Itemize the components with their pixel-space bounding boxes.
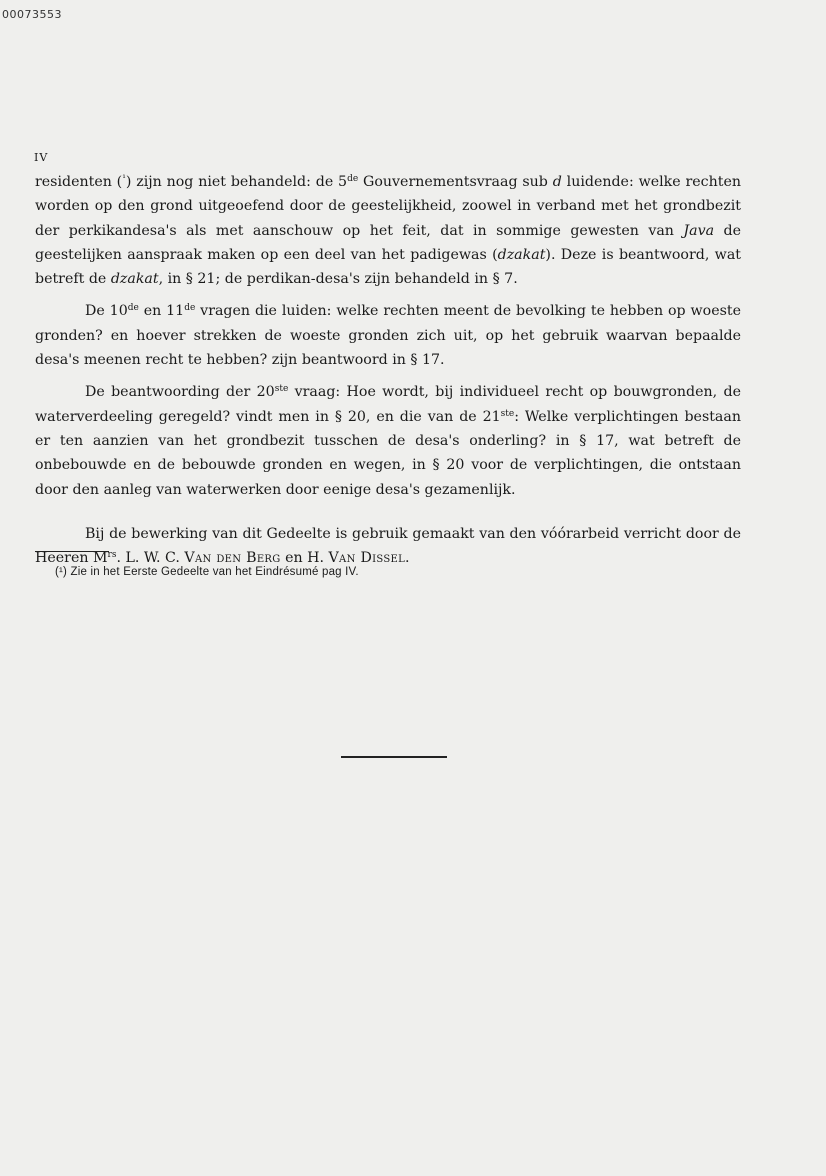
footnote-text: Zie in het Eerste Gedeelte van het Eindrésumé pag IV. [70,566,359,578]
footnote-marker: (¹) [55,566,68,578]
scan-identifier: 00073553 [2,8,62,21]
footnote-divider [35,551,109,552]
paragraph-2: De 10de en 11de vragen die luiden: welke rechten meent de bevolking te hebben op woeste gronden? en hoever strekken de woeste gronden zich uit, op het gebruik waarvan bepaalde desa's meenen recht te hebben? zijn beantwoord in § 17. [35,303,741,369]
footnote [55,566,359,578]
paragraph-1: residenten ($^{^1}$) zijn nog niet behandeld: de 5de Gouvernementsvraag sub d luidende: welke rechten worden op den grond uitgeoefend door de geestelijkheid, zoowel in verband met het grondbezit der perkikandesa's als met aanschouw op het feit, dat in sommige gewesten van Java de geestelijken aanspraak maken op een deel van het padigewas (dzakat). Deze is beantwoord, wat betreft de dzakat, in § 21; de perdikan-desa's zijn behandeld in § 7. [35,174,741,288]
closing-divider [341,756,447,758]
body-text [35,170,741,570]
paragraph-3: De beantwoording der 20ste vraag: Hoe wordt, bij individueel recht op bouwgronden, de waterverdeeling geregeld? vindt men in § 20, en die van de 21ste: Welke verplichtingen bestaan er ten aanzien van het grondbezit tusschen de desa's onderling? in § 17, wat betreft de onbebouwde en de bebouwde gronden en wegen, in § 20 voor de verplichtingen, die ontstaan door den aanleg van waterwerken door eenige desa's gezamenlijk. [35,384,741,498]
page-number: IV [34,151,49,164]
paragraph-4: Bij de bewerking van dit Gedeelte is gebruik gemaakt van den vóórarbeid verricht door de Heeren $M^{rs}$. L. W. C. Van den Berg en H. Van Dissel. [35,525,741,567]
